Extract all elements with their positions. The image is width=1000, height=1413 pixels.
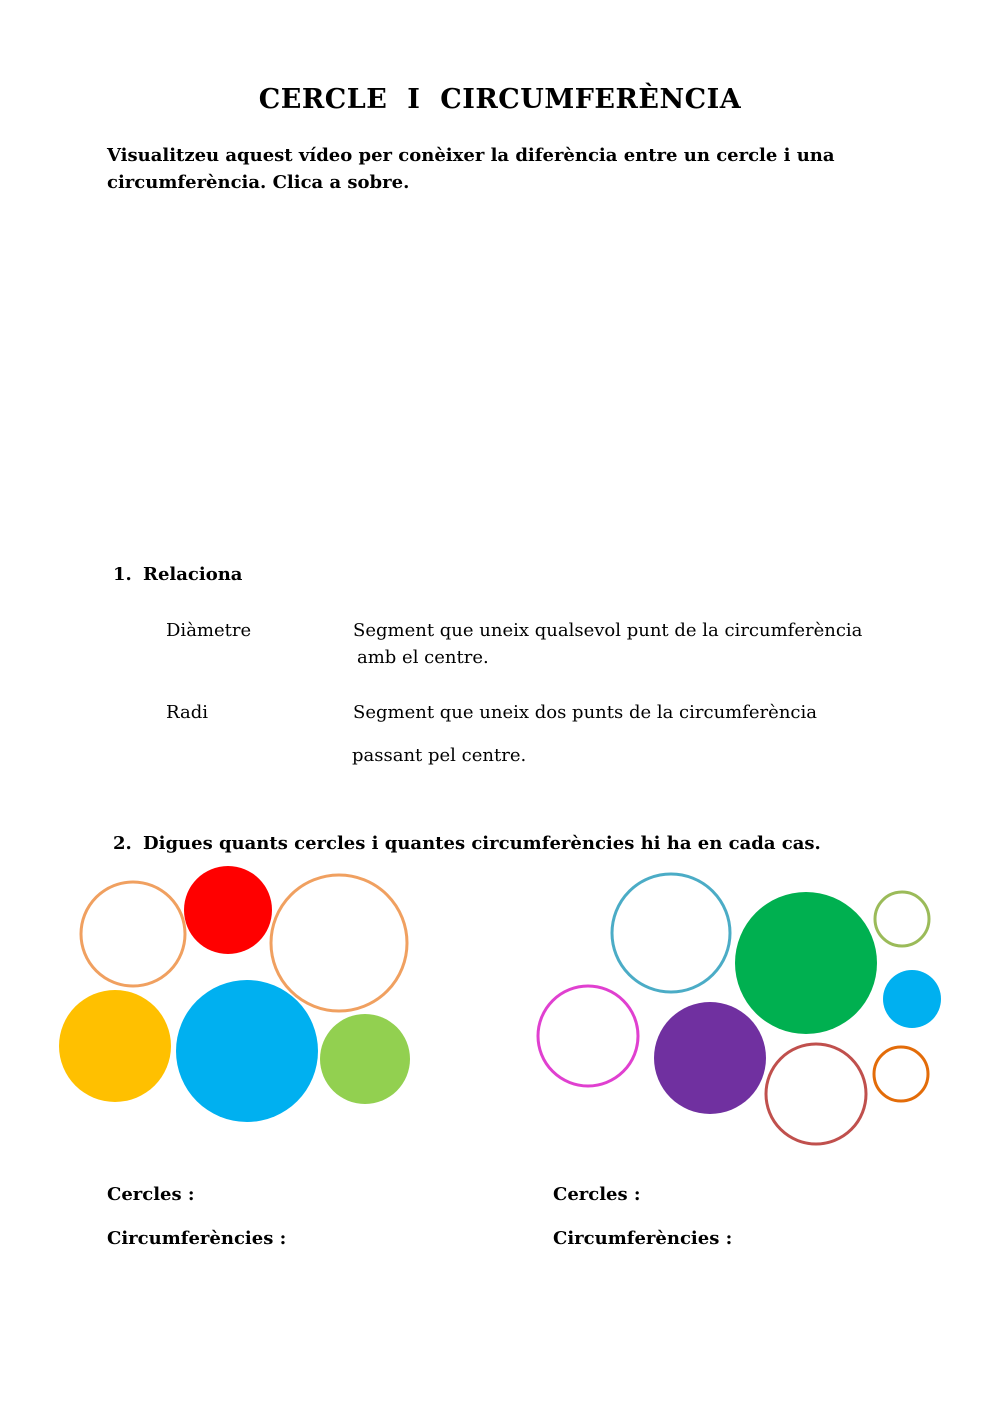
right-circumferencies-label: Circumferències : [553,1228,733,1249]
right-cercles-label: Cercles : [553,1184,641,1205]
term-diametre[interactable]: Diàmetre [166,620,252,641]
outline-circle-orange-2 [271,875,407,1011]
definition-1-line-1[interactable]: Segment que uneix qualsevol punt de la circumferència [353,620,863,641]
filled-circle-yellow [59,990,171,1102]
left-circumferencies-label: Circumferències : [107,1228,287,1249]
definition-1-line-2[interactable]: amb el centre. [357,647,489,668]
outline-circle-darkorange [874,1047,928,1101]
left-cercles-label: Cercles : [107,1184,195,1205]
outline-circle-magenta [538,986,638,1086]
filled-circle-red [184,866,272,954]
filled-circle-purple [654,1002,766,1114]
filled-circle-lightgreen [320,1014,410,1104]
filled-circle-green [735,892,877,1034]
intro-line-2: circumferència. Clica a sobre. [107,172,410,193]
intro-line-1: Visualitzeu aquest vídeo per conèixer la diferència entre un cercle i una [107,145,835,166]
filled-circle-blue [176,980,318,1122]
section-1-heading: Relaciona [143,564,243,585]
outline-circle-olive [875,892,929,946]
section-2-number: 2. [113,833,132,854]
term-radi[interactable]: Radi [166,702,208,723]
outline-circle-brown [766,1044,866,1144]
outline-circle-orange-1 [81,882,185,986]
section-2-heading: Digues quants cercles i quantes circumferències hi ha en cada cas. [143,833,821,854]
definition-2-line-2[interactable]: passant pel centre. [352,745,527,766]
outline-circle-teal [612,874,730,992]
page-title: CERCLE I CIRCUMFERÈNCIA [258,84,742,115]
definition-2-line-1[interactable]: Segment que uneix dos punts de la circumferència [353,702,817,723]
section-1-number: 1. [113,564,132,585]
filled-circle-blue-small [883,970,941,1028]
